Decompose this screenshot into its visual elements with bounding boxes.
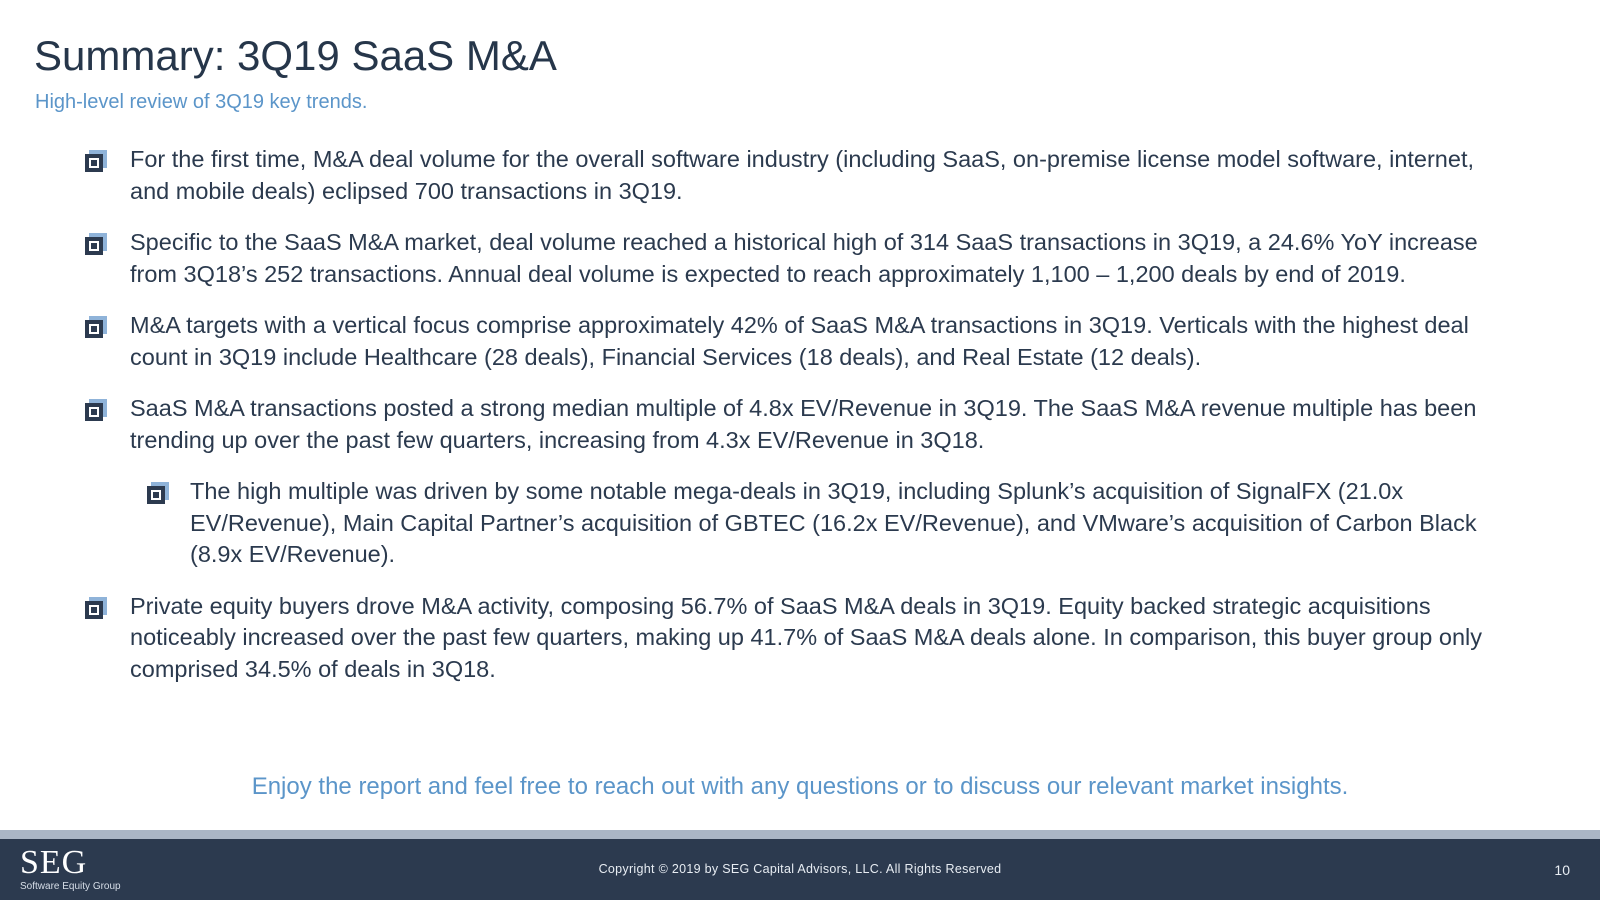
bullet-list xyxy=(84,144,1504,705)
bullet-text: Private equity buyers drove M&A activity, composing 56.7% of SaaS M&A deals in 3Q19. Equity backed strategic acquisitions noticeably increased over the past few quarters, making up 41.7% of SaaS M&A deals alone. In comparison, this buyer group only comprised 34.5% of deals in 3Q18. xyxy=(130,592,1483,682)
page-number: 10 xyxy=(1554,862,1570,878)
checkbox-square-icon xyxy=(84,315,108,339)
checkbox-square-icon xyxy=(84,232,108,256)
bullet-text: The high multiple was driven by some notable mega-deals in 3Q19, including Splunk’s acquisition of SignalFX (21.0x EV/Revenue), Main Capital Partner’s acquisition of GBTEC (16.2x EV/Revenue), and VMware’s acquisition of Carbon Black (8.9x EV/Revenue). xyxy=(190,478,1477,567)
bullet-item xyxy=(84,310,1504,373)
bullet-item xyxy=(84,393,1504,456)
bullet-item xyxy=(84,227,1504,290)
page-subtitle: High-level review of 3Q19 key trends. xyxy=(35,91,368,113)
footer-stripe xyxy=(0,830,1600,839)
checkbox-square-icon xyxy=(84,596,108,620)
checkbox-square-icon xyxy=(84,149,108,173)
checkbox-square-icon xyxy=(146,481,170,505)
logo-mark: SEG xyxy=(20,844,88,881)
copyright-text: Copyright © 2019 by SEG Capital Advisors, LLC. All Rights Reserved xyxy=(598,862,1002,876)
bullet-text: SaaS M&A transactions posted a strong median multiple of 4.8x EV/Revenue in 3Q19. The SaaS M&A revenue multiple has been trending up over the past few quarters, increasing from 4.3x EV/Revenue in 3Q18. xyxy=(130,395,1477,453)
footer-bar xyxy=(0,839,1600,900)
bullet-text: Specific to the SaaS M&A market, deal volume reached a historical high of 314 SaaS transactions in 3Q19, a 24.6% YoY increase from 3Q18’s 252 transactions. Annual deal volume is expected to reach approximately 1,100 – 1,200 deals by end of 2019. xyxy=(130,229,1478,287)
sub-bullet-item xyxy=(146,476,1504,571)
bullet-item xyxy=(84,591,1504,686)
bullet-text: For the first time, M&A deal volume for the overall software industry (including SaaS, on-premise license model software, internet, and mobile deals) eclipsed 700 transactions in 3Q19. xyxy=(130,146,1475,204)
bullet-text: M&A targets with a vertical focus comprise approximately 42% of SaaS M&A transactions in 3Q19. Verticals with the highest deal count in 3Q19 include Healthcare (28 deals), Financial Services (18 deals), and Real Estate (12 deals). xyxy=(130,312,1469,370)
closing-note: Enjoy the report and feel free to reach out with any questions or to discuss our relevant market insights. xyxy=(251,773,1349,800)
bullet-item xyxy=(84,144,1504,207)
page-title: Summary: 3Q19 SaaS M&A xyxy=(34,32,557,79)
checkbox-square-icon xyxy=(84,398,108,422)
logo-subtitle: Software Equity Group xyxy=(20,881,121,892)
